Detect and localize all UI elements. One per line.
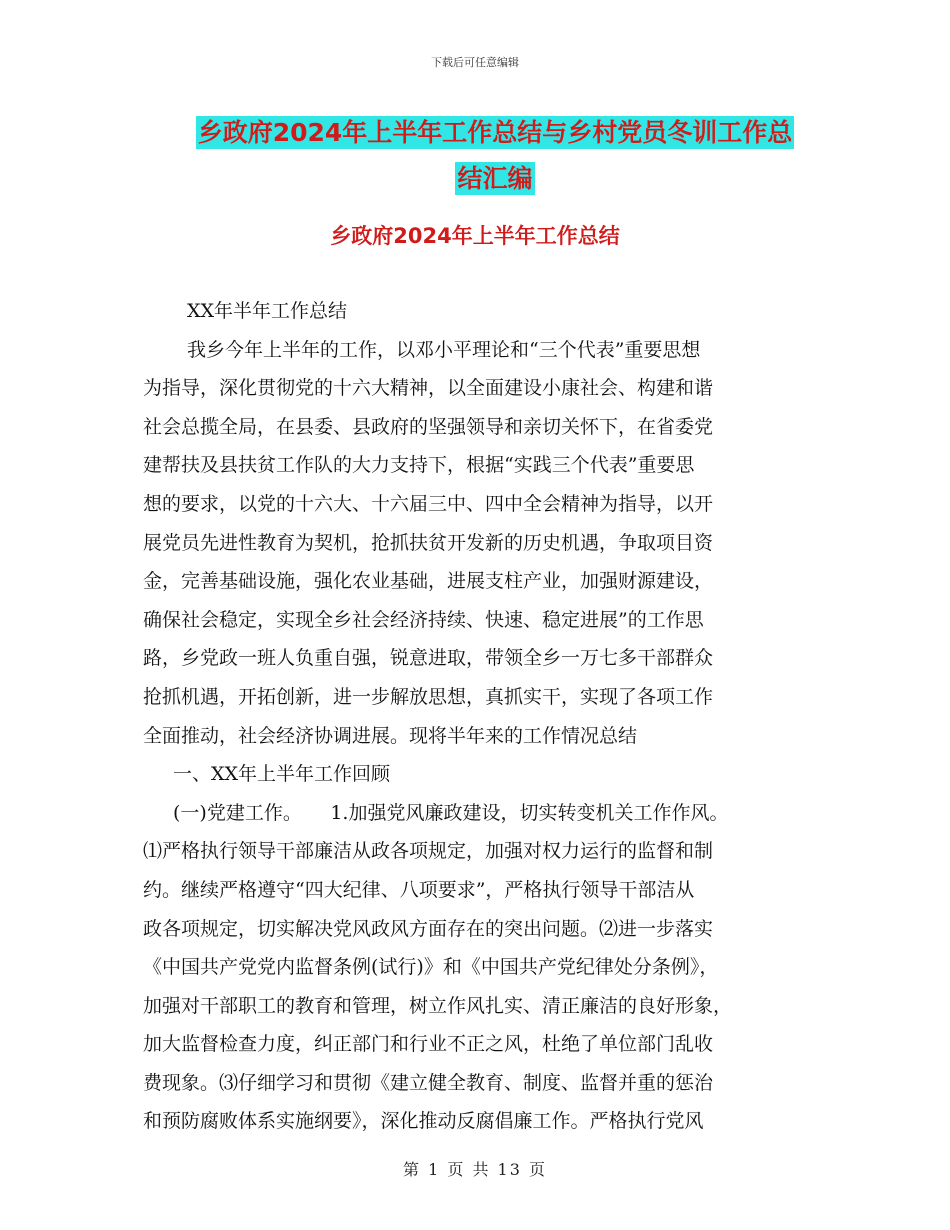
paragraph-line: 抢抓机遇，开拓创新，进一步解放思想，真抓实干，实现了各项工作 <box>143 685 714 708</box>
paragraph-line: 和预防腐败体系实施纲要》，深化推动反腐倡廉工作。严格执行党风 <box>143 1110 704 1133</box>
paragraph-line: 社会总揽全局，在县委、县政府的坚强领导和亲切关怀下，在省委党 <box>143 415 714 438</box>
body-text <box>143 292 823 1141</box>
paragraph-line: 《中国共产党党内监督条例(试行)》和《中国共产党纪律处分条例》， <box>143 956 719 979</box>
paragraph-line: 路，乡党政一班人负重自强，锐意进取，带领全乡一万七多干部群众 <box>143 647 714 670</box>
subtitle-line: XX年半年工作总结 <box>187 300 348 322</box>
paragraph-line: 展党员先进性教育为契机，抢抓扶贫开发新的历史机遇，争取项目资 <box>143 531 714 554</box>
document-title-line-2: 结汇编 <box>457 164 533 193</box>
paragraph-line: 费现象。⑶仔细学习和贯彻《建立健全教育、制度、监督并重的惩治 <box>143 1071 714 1094</box>
paragraph-line: (一)党建工作。 1.加强党风廉政建设，切实转变机关工作作风。 <box>173 801 729 824</box>
paragraph-line: 想的要求，以党的十六大、十六届三中、四中全会精神为指导，以开 <box>143 492 714 515</box>
document-title <box>145 110 845 202</box>
page-number-footer: 第 1 页 共 13 页 <box>403 1160 547 1179</box>
paragraph-line: 全面推动，社会经济协调进展。现将半年来的工作情况总结 <box>143 724 638 747</box>
paragraph-line: ⑴严格执行领导干部廉洁从政各项规定，加强对权力运行的监督和制 <box>143 840 714 863</box>
header-note: 下载后可任意编辑 <box>431 56 519 69</box>
paragraph-line: 政各项规定，切实解决党风政风方面存在的突出问题。⑵进一步落实 <box>143 917 714 940</box>
document-title-line-1: 乡政府2024年上半年工作总结与乡村党员冬训工作总 <box>197 118 793 147</box>
paragraph-line: 我乡今年上半年的工作，以邓小平理论和“三个代表”重要思想 <box>187 338 701 361</box>
paragraph-line: 加大监督检查力度，纠正部门和行业不正之风，杜绝了单位部门乱收 <box>143 1033 714 1056</box>
paragraph-line: 加强对干部职工的教育和管理，树立作风扎实、清正廉洁的良好形象， <box>143 994 733 1017</box>
section-title: 乡政府2024年上半年工作总结 <box>330 224 620 248</box>
paragraph-line: 约。继续严格遵守“四大纪律、八项要求”，严格执行领导干部洁从 <box>143 878 695 901</box>
paragraph-line: 建帮扶及县扶贫工作队的大力支持下，根据“实践三个代表”重要思 <box>143 454 695 477</box>
heading-line: 一、XX年上半年工作回顾 <box>173 763 391 786</box>
paragraph-line: 金，完善基础设施，强化农业基础，进展支柱产业，加强财源建设， <box>143 570 714 593</box>
paragraph-line: 为指导，深化贯彻党的十六大精神，以全面建设小康社会、构建和谐 <box>143 377 714 400</box>
paragraph-line: 确保社会稳定，实现全乡社会经济持续、快速、稳定进展”的工作思 <box>143 608 704 631</box>
